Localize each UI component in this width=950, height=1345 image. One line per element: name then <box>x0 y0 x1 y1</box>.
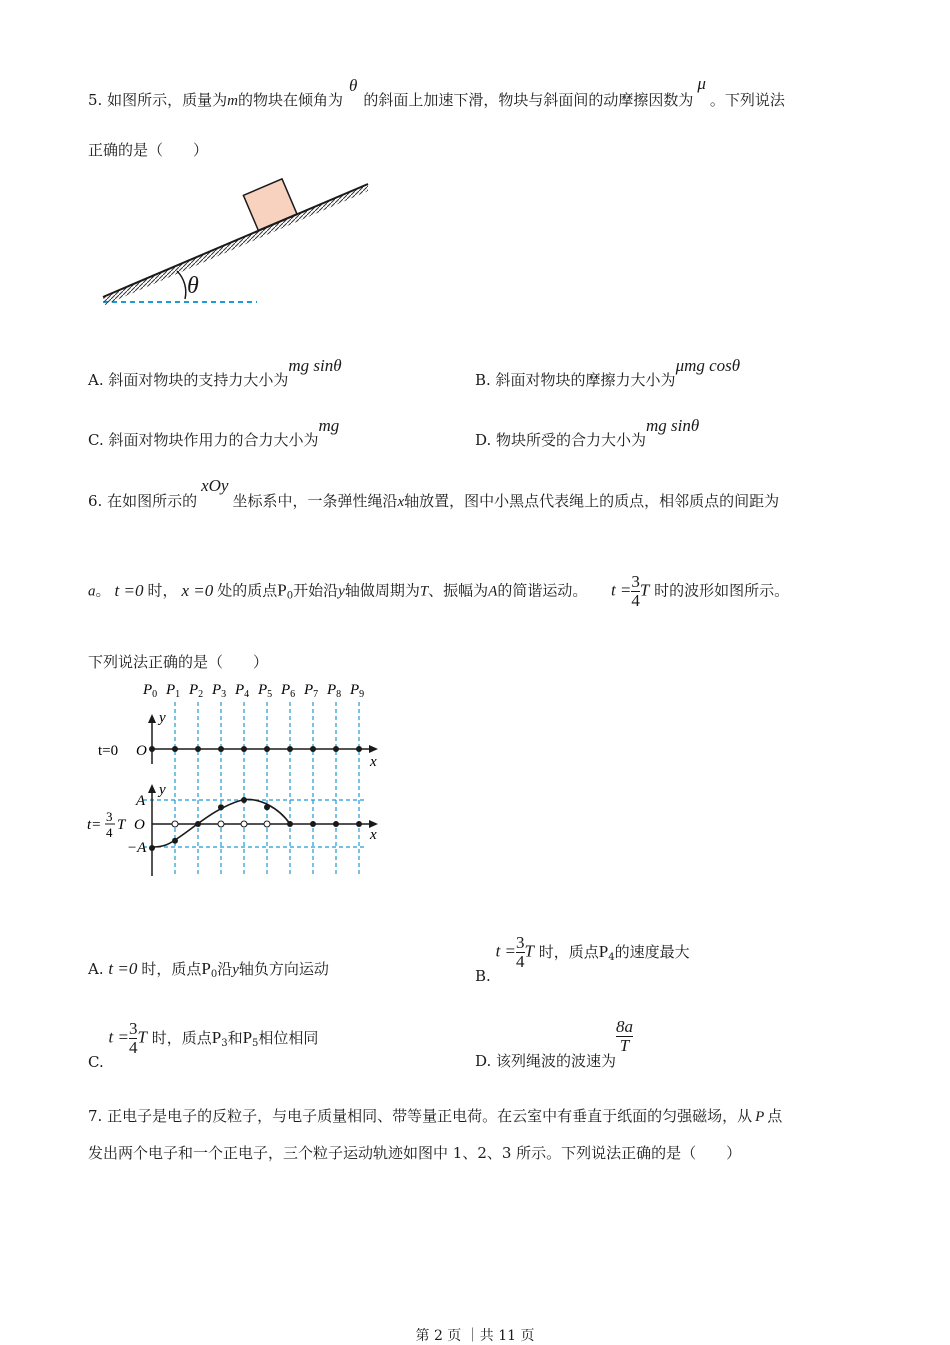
svg-text:O: O <box>134 817 145 833</box>
t0-row-label: t=0 <box>98 743 119 759</box>
q6-option-d[interactable]: D. 该列绳波的波速为 $\frac{8a}{T}$ <box>475 1017 634 1070</box>
page-footer: 第 2 页 ｜共 11 页 <box>415 1328 535 1344</box>
point-t34-p9 <box>356 821 362 827</box>
point-t0-p8 <box>333 746 339 752</box>
svg-text:−A: −A <box>127 840 147 856</box>
angle-arc <box>177 271 186 299</box>
q6-option-a[interactable]: A. t =0 时，质点$P_0$沿y轴负方向运动 <box>88 959 329 980</box>
point-label-p5: $P_5$ <box>258 682 273 700</box>
point-t34-p5 <box>264 804 270 810</box>
point-t0-p9 <box>356 746 362 752</box>
point-label-p6: $P_6$ <box>281 682 296 700</box>
equilibrium-marker-p3 <box>218 821 224 827</box>
point-label-p9: $P_9$ <box>350 682 365 700</box>
q6-option-b[interactable]: B. t = $\frac{3}{4}$ T 时，质点$P_4$的速度最大 <box>475 933 690 985</box>
point-label-p0: $P_0$ <box>143 682 158 700</box>
equilibrium-marker-p5 <box>264 821 270 827</box>
point-t0-p2 <box>195 746 201 752</box>
point-t0-p1 <box>172 746 178 752</box>
point-label-p1: $P_1$ <box>166 682 181 700</box>
svg-text:y: y <box>159 782 166 798</box>
point-t34-p2 <box>195 821 201 827</box>
point-label-p8: $P_8$ <box>327 682 342 700</box>
point-t34-p8 <box>333 821 339 827</box>
q5-option-b[interactable]: B. 斜面对物块的摩擦力大小为μmg cosθ <box>475 356 741 389</box>
equilibrium-marker-p4 <box>241 821 247 827</box>
q5-stem-line2: 正确的是（ ） <box>88 141 209 159</box>
point-t34-p1 <box>172 838 178 844</box>
point-t0-p5 <box>264 746 270 752</box>
point-t34-p7 <box>310 821 316 827</box>
svg-text:x: x <box>370 827 377 843</box>
svg-text:x: x <box>370 754 377 770</box>
q5-incline-figure <box>95 175 380 315</box>
svg-text:y: y <box>159 710 166 726</box>
q5-stem-line1: 5. 如图所示，质量为m的物块在倾角为θ的斜面上加速下滑，物块与斜面间的动摩擦因数为μ。下列说法 <box>88 74 785 109</box>
point-t34-p3 <box>218 804 224 810</box>
point-t0-p3 <box>218 746 224 752</box>
point-t0-p7 <box>310 746 316 752</box>
incline-surface <box>103 184 368 297</box>
point-label-p2: $P_2$ <box>189 682 204 700</box>
equilibrium-marker-p1 <box>172 821 178 827</box>
q6-stem-line2: a。 t =0 时， x =0 处的质点$P_0$开始沿y轴做周期为T、振幅为A的简谐运动。 t = $\frac{3}{4}$ T 时的波形如图所示。 <box>88 572 790 610</box>
q6-stem-line1: 6. 在如图所示的xOy坐标系中，一条弹性绳沿x轴放置，图中小黑点代表绳上的质点，相邻质点的间距为 <box>88 476 780 510</box>
q6-option-c[interactable]: C. t = $\frac{3}{4}$ T 时，质点$P_3$和$P_5$相位相同 <box>88 1019 319 1071</box>
svg-text:A: A <box>136 793 146 809</box>
point-t34-p6 <box>287 821 293 827</box>
point-label-p3: $P_3$ <box>212 682 227 700</box>
q5-option-d[interactable]: D. 物块所受的合力大小为mg sinθ <box>475 416 700 449</box>
point-t0-p4 <box>241 746 247 752</box>
point-t0-p6 <box>287 746 293 752</box>
q5-option-a[interactable]: A. 斜面对物块的支持力大小为mg sinθ <box>88 356 342 389</box>
q5-option-c[interactable]: C. 斜面对物块作用力的合力大小为mg <box>88 416 340 449</box>
t34-row-label <box>87 809 127 840</box>
angle-theta-label: θ <box>187 273 199 299</box>
point-t0-p0 <box>149 746 155 752</box>
svg-text:T: T <box>117 817 126 833</box>
incline-hatching <box>103 184 368 305</box>
point-t34-p4 <box>241 797 247 803</box>
q6-wave-figure <box>84 676 384 878</box>
vertical-dashed-lines <box>175 702 359 876</box>
q7-stem-line1: 7. 正电子是电子的反粒子，与电子质量相同、带等量正电荷。在云室中有垂直于纸面的匀强磁场，从 P 点 <box>88 1107 783 1125</box>
point-label-p7: $P_7$ <box>304 682 319 700</box>
point-label-p4: $P_4$ <box>235 682 250 700</box>
q6-stem-line3: 下列说法正确的是（ ） <box>88 653 269 671</box>
svg-text:3: 3 <box>106 809 113 824</box>
svg-text:t=: t= <box>87 817 102 833</box>
point-labels <box>142 682 364 700</box>
svg-text:4: 4 <box>106 825 113 840</box>
q7-stem-line2: 发出两个电子和一个正电子，三个粒子运动轨迹如图中 1、2、3 所示。下列说法正确的是（ ） <box>88 1144 742 1162</box>
point-t34-p0 <box>149 845 155 851</box>
svg-text:O: O <box>136 743 147 759</box>
